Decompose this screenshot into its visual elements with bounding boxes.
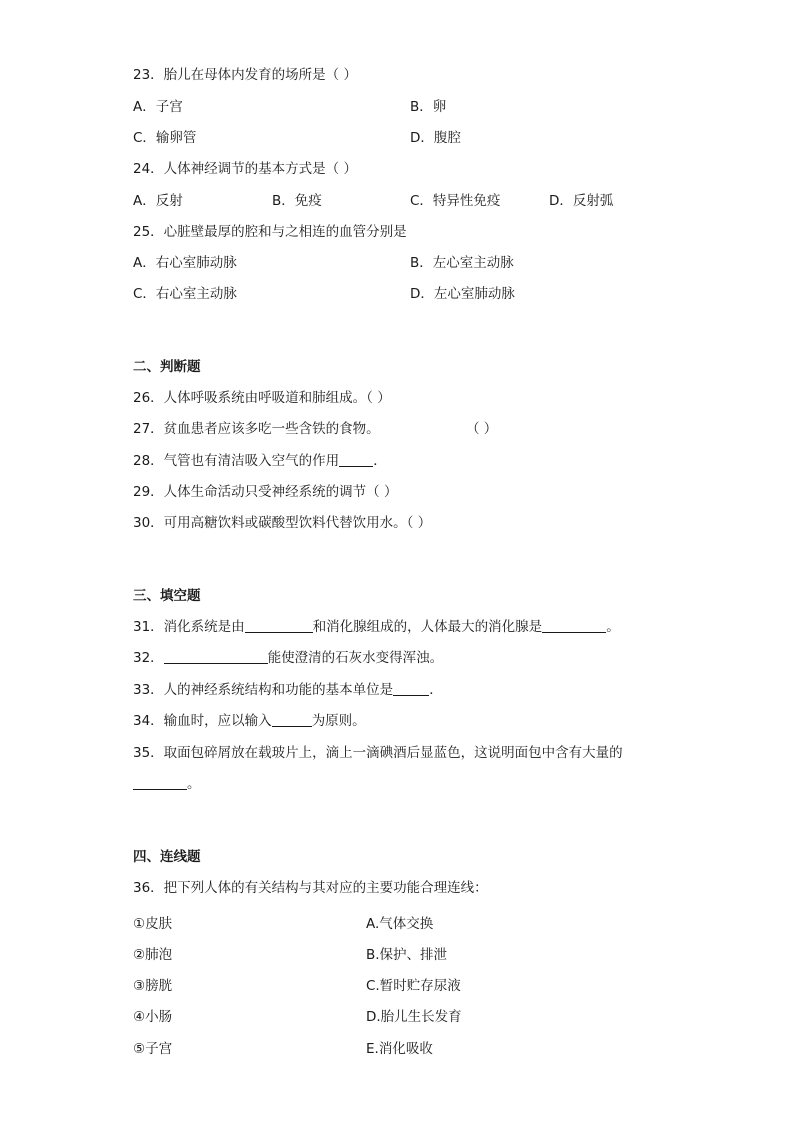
match-left-1[interactable]: ①皮肤 — [133, 916, 173, 932]
question-24-option-b: B．免疫 — [272, 193, 322, 209]
question-25-stem: 25．心脏壁最厚的腔和与之相连的血管分别是 — [133, 224, 407, 240]
question-26: 26．人体呼吸系统由呼吸道和肺组成。（ ） — [133, 390, 391, 406]
match-left-3[interactable]: ③膀胱 — [133, 978, 173, 994]
match-left-5[interactable]: ⑤子宫 — [133, 1041, 173, 1057]
question-28-end: ． — [373, 453, 387, 469]
question-28-text: 28．气管也有清洁吸入空气的作用 — [133, 453, 340, 469]
question-34 — [133, 712, 366, 730]
answer-blank[interactable] — [542, 618, 606, 633]
question-23-option-b: B．卵 — [410, 99, 447, 115]
question-33-text: 33．人的神经系统结构和功能的基本单位是 — [133, 682, 394, 698]
question-36: 36．把下列人体的有关结构与其对应的主要功能合理连线： — [133, 880, 488, 896]
question-27-paren: （ ） — [466, 421, 498, 437]
match-right-e[interactable]: E.消化吸收 — [366, 1041, 433, 1057]
question-32 — [133, 649, 443, 667]
match-right-b[interactable]: B.保护、排泄 — [366, 947, 448, 963]
question-23-option-a: A．子宫 — [133, 99, 183, 115]
match-left-2[interactable]: ②肺泡 — [133, 947, 173, 963]
answer-blank[interactable] — [339, 452, 373, 467]
question-30: 30．可用高糖饮料或碳酸型饮料代替饮用水。（ ） — [133, 515, 432, 531]
question-25-option-c: C．右心室主动脉 — [133, 286, 237, 302]
question-34-text-a: 34．输血时，应以输入 — [133, 713, 272, 729]
match-right-a[interactable]: A.气体交换 — [366, 916, 434, 932]
question-31-text-b: 和消化腺组成的，人体最大的消化腺是 — [312, 619, 543, 635]
answer-blank[interactable] — [393, 681, 429, 696]
section-4-title: 四、连线题 — [133, 849, 201, 865]
question-24-option-d: D．反射弧 — [549, 193, 614, 209]
answer-blank[interactable] — [272, 712, 312, 727]
match-right-d[interactable]: D.胎儿生长发育 — [366, 1009, 462, 1025]
question-34-text-b: 为原则。 — [311, 713, 366, 729]
question-33 — [133, 681, 443, 699]
match-left-4[interactable]: ④小肠 — [133, 1009, 173, 1025]
question-28 — [133, 452, 387, 470]
match-right-c[interactable]: C.暂时贮存尿液 — [366, 978, 461, 994]
question-32-text: 能使澄清的石灰水变得浑浊。 — [267, 650, 444, 666]
question-35-continued — [133, 775, 201, 793]
question-31-text-c: 。 — [606, 619, 620, 635]
question-31 — [133, 618, 620, 636]
question-35-end: 。 — [187, 776, 201, 792]
question-31-text-a: 31．消化系统是由 — [133, 619, 245, 635]
answer-blank[interactable] — [245, 618, 313, 633]
question-23-option-d: D．腹腔 — [410, 130, 461, 146]
question-33-end: ． — [429, 682, 443, 698]
question-25-option-d: D．左心室肺动脉 — [410, 286, 515, 302]
question-35: 35．取面包碎屑放在载玻片上，滴上一滴碘酒后显蓝色，这说明面包中含有大量的 — [133, 745, 623, 761]
question-24-option-a: A．反射 — [133, 193, 183, 209]
question-29: 29．人体生命活动只受神经系统的调节（ ） — [133, 484, 398, 500]
question-25-option-b: B．左心室主动脉 — [410, 255, 514, 271]
answer-blank[interactable] — [164, 649, 268, 664]
question-23-option-c: C．输卵管 — [133, 130, 197, 146]
question-24-option-c: C．特异性免疫 — [410, 193, 501, 209]
question-32-number: 32． — [133, 650, 164, 666]
question-27-text: 27．贫血患者应该多吃一些含铁的食物。 — [133, 421, 380, 437]
section-3-title: 三、填空题 — [133, 588, 201, 604]
section-2-title: 二、判断题 — [133, 359, 201, 375]
answer-blank[interactable] — [133, 775, 187, 790]
question-27 — [133, 420, 380, 438]
question-23-stem: 23．胎儿在母体内发育的场所是（ ） — [133, 67, 357, 83]
question-25-option-a: A．右心室肺动脉 — [133, 255, 237, 271]
question-24-stem: 24．人体神经调节的基本方式是（ ） — [133, 161, 357, 177]
